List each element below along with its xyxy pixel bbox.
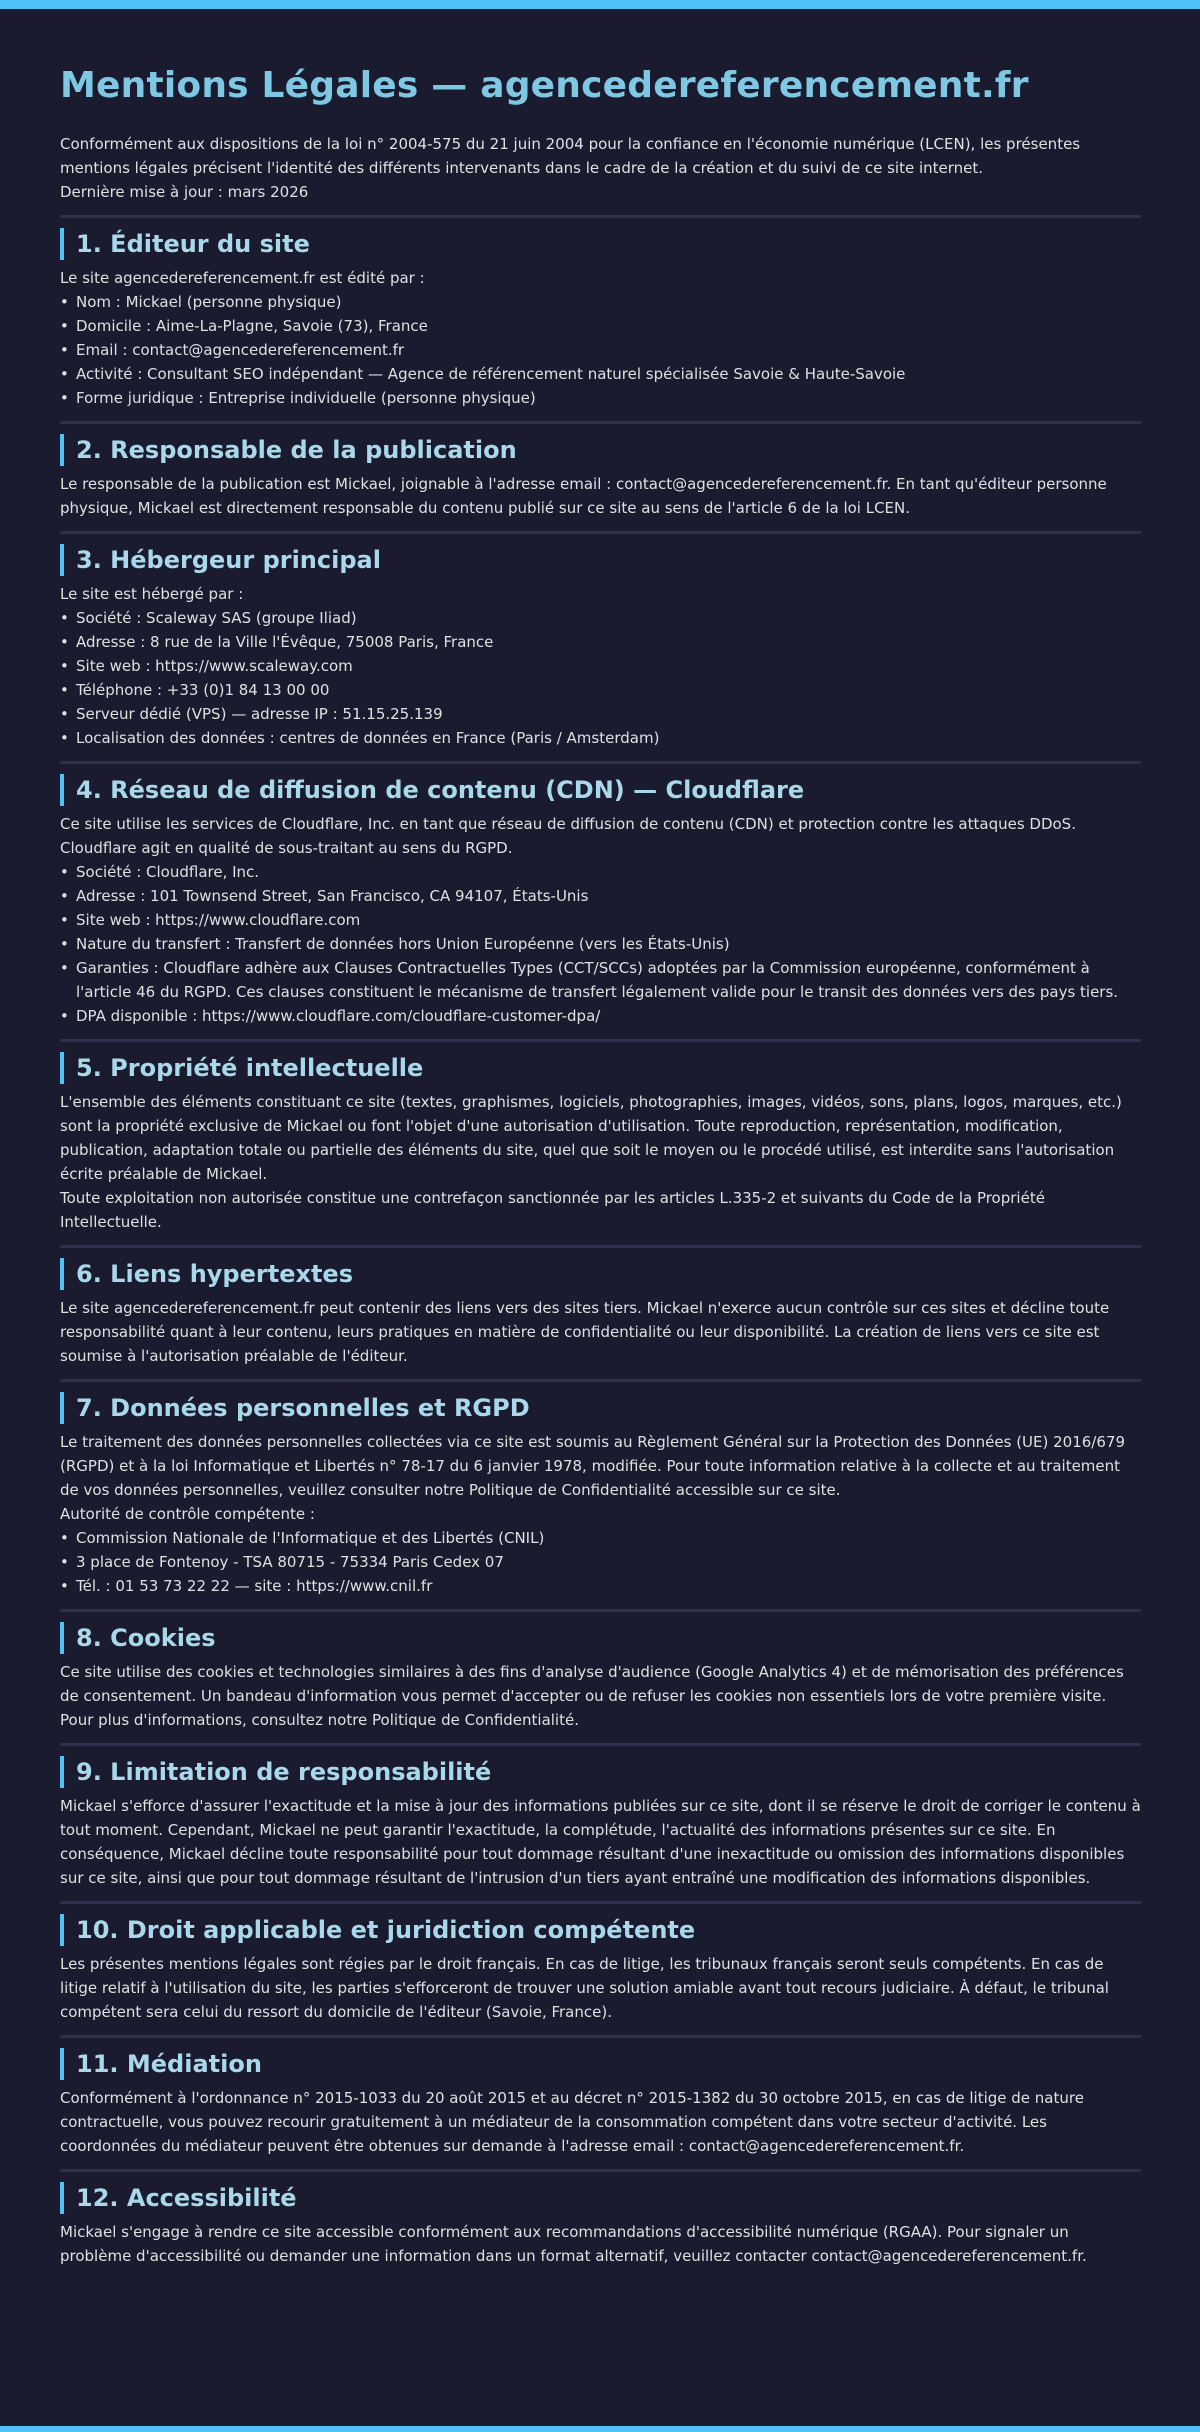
section-paragraph: Mickael s'engage à rendre ce site accessible conformément aux recommandations d'accessibilité numérique (RGAA). Pour signaler un problème d'accessibilité ou demander une information dans un format alternatif, veuillez contacter contact@agencedereferencement.fr. <box>60 2223 1087 2265</box>
section-paragraph: Mickael s'efforce d'assurer l'exactitude et la mise à jour des informations publiées sur ce site, dont il se réserve le droit de corriger le contenu à tout moment. Cependant, Mickael ne peut garantir l'exactitude, la complétude, l'actualité des informations présentes sur ce site. En conséquence, Mickael décline toute responsabilité pour tout dommage résultant d'une inexactitude ou omission des informations disponibles sur ce site, ainsi que pour tout dommage résultant de l'intrusion d'un tiers ayant entraîné une modification des informations disponibles. <box>60 1797 1141 1887</box>
bullet-icon: • <box>60 293 69 311</box>
list-item-text: Domicile : Aime-La-Plagne, Savoie (73), France <box>76 317 428 335</box>
bullet-icon: • <box>60 317 69 335</box>
list-item-text: Site web : https://www.cloudflare.com <box>76 911 361 929</box>
legal-section <box>60 2048 1141 2158</box>
bullet-icon: • <box>60 1553 69 1571</box>
section-divider <box>60 215 1141 218</box>
list-item <box>60 362 1141 386</box>
section-paragraph: Ce site utilise les services de Cloudflare, Inc. en tant que réseau de diffusion de contenu (CDN) et protection contre les attaques DDoS. Cloudflare agit en qualité de sous-traitant au sens du RGPD. <box>60 815 1076 857</box>
bullet-icon: • <box>60 1577 69 1595</box>
intro-paragraph: Conformément aux dispositions de la loi n° 2004-575 du 21 juin 2004 pour la confiance en l'économie numérique (LCEN), les présentes mentions légales précisent l'identité des différents intervenants dans le cadre de la création et du suivi de ce site internet. <box>60 135 1081 177</box>
legal-section <box>60 1052 1141 1234</box>
list-item <box>60 908 1141 932</box>
section-heading: 1. Éditeur du site <box>60 228 1141 260</box>
list-item-text: Site web : https://www.scaleway.com <box>76 657 353 675</box>
section-paragraph: Les présentes mentions légales sont régies par le droit français. En cas de litige, les tribunaux français seront seuls compétents. En cas de litige relatif à l'utilisation du site, les parties s'efforceront de trouver une solution amiable avant tout recours judiciaire. À défaut, le tribunal compétent sera celui du ressort du domicile de l'éditeur (Savoie, France). <box>60 1955 1109 2021</box>
list-item-text: Nature du transfert : Transfert de données hors Union Européenne (vers les États-Unis) <box>76 935 730 953</box>
list-item <box>60 702 1141 726</box>
list-item-text: Commission Nationale de l'Informatique et des Libertés (CNIL) <box>76 1529 545 1547</box>
bullet-icon: • <box>60 911 69 929</box>
section-heading: 5. Propriété intellectuelle <box>60 1052 1141 1084</box>
list-item <box>60 314 1141 338</box>
legal-section <box>60 2182 1141 2268</box>
section-divider <box>60 531 1141 534</box>
bullet-icon: • <box>60 863 69 881</box>
list-item <box>60 678 1141 702</box>
legal-section <box>60 774 1141 1028</box>
section-heading: 3. Hébergeur principal <box>60 544 1141 576</box>
section-heading: 7. Données personnelles et RGPD <box>60 1392 1141 1424</box>
bullet-icon: • <box>60 729 69 747</box>
legal-section <box>60 1622 1141 1732</box>
section-heading: 4. Réseau de diffusion de contenu (CDN) — Cloudflare <box>60 774 1141 806</box>
list-item <box>60 606 1141 630</box>
section-paragraph: L'ensemble des éléments constituant ce site (textes, graphismes, logiciels, photographies, images, vidéos, sons, plans, logos, marques, etc.) sont la propriété exclusive de Mickael ou font l'objet d'une autorisation d'utilisation. Toute reproduction, représentation, modification, publication, adaptation totale ou partielle des éléments du site, quel que soit le moyen ou le procédé utilisé, est interdite sans l'autorisation écrite préalable de Mickael. <box>60 1093 1122 1183</box>
section-paragraph: Le site est hébergé par : <box>60 585 244 603</box>
list-item <box>60 726 1141 750</box>
list-item-text: DPA disponible : https://www.cloudflare.com/cloudflare-customer-dpa/ <box>76 1007 601 1025</box>
section-list <box>60 860 1141 1028</box>
bullet-icon: • <box>60 633 69 651</box>
section-paragraph: Conformément à l'ordonnance n° 2015-1033 du 20 août 2015 et au décret n° 2015-1382 du 30 octobre 2015, en cas de litige de nature contractuelle, vous pouvez recourir gratuitement à un médiateur de la consommation compétent dans votre secteur d'activité. Les coordonnées du médiateur peuvent être obtenues sur demande à l'adresse email : contact@agencedereferencement.fr. <box>60 2089 1084 2155</box>
list-item <box>60 860 1141 884</box>
list-item <box>60 1004 1141 1028</box>
bullet-icon: • <box>60 1529 69 1547</box>
bullet-icon: • <box>60 609 69 627</box>
bullet-icon: • <box>60 705 69 723</box>
section-heading: 9. Limitation de responsabilité <box>60 1756 1141 1788</box>
bullet-icon: • <box>60 935 69 953</box>
legal-section <box>60 1392 1141 1598</box>
section-divider <box>60 2035 1141 2038</box>
bullet-icon: • <box>60 887 69 905</box>
bullet-icon: • <box>60 341 69 359</box>
section-divider <box>60 1245 1141 1248</box>
section-divider <box>60 1609 1141 1612</box>
list-item-text: Forme juridique : Entreprise individuelle (personne physique) <box>76 389 536 407</box>
section-paragraph: Le site agencedereferencement.fr est édité par : <box>60 269 425 287</box>
bullet-icon: • <box>60 365 69 383</box>
section-heading: 10. Droit applicable et juridiction compétente <box>60 1914 1141 1946</box>
legal-section <box>60 434 1141 520</box>
list-item <box>60 630 1141 654</box>
legal-section <box>60 228 1141 410</box>
bullet-icon: • <box>60 657 69 675</box>
legal-section <box>60 1914 1141 2024</box>
section-paragraph: Autorité de contrôle compétente : <box>60 1505 315 1523</box>
list-item <box>60 884 1141 908</box>
list-item-text: Serveur dédié (VPS) — adresse IP : 51.15.25.139 <box>76 705 443 723</box>
legal-section <box>60 544 1141 750</box>
section-heading: 12. Accessibilité <box>60 2182 1141 2214</box>
legal-section <box>60 1258 1141 1368</box>
section-heading: 11. Médiation <box>60 2048 1141 2080</box>
list-item <box>60 956 1141 1004</box>
list-item <box>60 386 1141 410</box>
last-update: Dernière mise à jour : mars 2026 <box>60 183 309 201</box>
section-heading: 2. Responsable de la publication <box>60 434 1141 466</box>
section-divider <box>60 2169 1141 2172</box>
list-item <box>60 1550 1141 1574</box>
list-item-text: Localisation des données : centres de données en France (Paris / Amsterdam) <box>76 729 660 747</box>
list-item <box>60 654 1141 678</box>
section-list <box>60 1526 1141 1598</box>
list-item <box>60 932 1141 956</box>
list-item-text: Société : Scaleway SAS (groupe Iliad) <box>76 609 357 627</box>
list-item-text: Tél. : 01 53 73 22 22 — site : https://www.cnil.fr <box>76 1577 433 1595</box>
section-paragraph: Le responsable de la publication est Mickael, joignable à l'adresse email : contact@agencedereferencement.fr. En tant qu'éditeur personne physique, Mickael est directement responsable du contenu publié sur ce site au sens de l'article 6 de la loi LCEN. <box>60 475 1107 517</box>
section-list <box>60 290 1141 410</box>
list-item-text: Nom : Mickael (personne physique) <box>76 293 342 311</box>
section-divider <box>60 1379 1141 1382</box>
bullet-icon: • <box>60 959 69 977</box>
bottom-accent-bar <box>0 2426 1200 2432</box>
section-heading: 8. Cookies <box>60 1622 1141 1654</box>
page-title: Mentions Légales — agencedereferencement.fr <box>60 65 1029 106</box>
list-item-text: Garanties : Cloudflare adhère aux Clauses Contractuelles Types (CCT/SCCs) adoptées par la Commission européenne, conformément à l'article 46 du RGPD. Ces clauses constituent le mécanisme de transfert légalement valide pour le transit des données vers des pays tiers. <box>76 959 1119 1001</box>
list-item-text: Adresse : 8 rue de la Ville l'Évêque, 75008 Paris, France <box>76 633 494 651</box>
list-item-text: Adresse : 101 Townsend Street, San Francisco, CA 94107, États-Unis <box>76 887 589 905</box>
legal-section <box>60 1756 1141 1890</box>
bullet-icon: • <box>60 1007 69 1025</box>
bullet-icon: • <box>60 681 69 699</box>
list-item <box>60 1526 1141 1550</box>
section-paragraph: Le site agencedereferencement.fr peut contenir des liens vers des sites tiers. Mickael n'exerce aucun contrôle sur ces sites et décline toute responsabilité quant à leur contenu, leurs pratiques en matière de confidentialité ou leur disponibilité. La création de liens vers ce site est soumise à l'autorisation préalable de l'éditeur. <box>60 1299 1110 1365</box>
section-paragraph: Ce site utilise des cookies et technologies similaires à des fins d'analyse d'audience (Google Analytics 4) et de mémorisation des préférences de consentement. Un bandeau d'information vous permet d'accepter ou de refuser les cookies non essentiels lors de votre première visite. Pour plus d'informations, consultez notre Politique de Confidentialité. <box>60 1663 1124 1729</box>
list-item-text: 3 place de Fontenoy - TSA 80715 - 75334 Paris Cedex 07 <box>76 1553 504 1571</box>
section-heading: 6. Liens hypertextes <box>60 1258 1141 1290</box>
list-item-text: Email : contact@agencedereferencement.fr <box>76 341 405 359</box>
section-divider <box>60 421 1141 424</box>
list-item-text: Société : Cloudflare, Inc. <box>76 863 260 881</box>
top-accent-bar <box>0 0 1200 9</box>
section-divider <box>60 1901 1141 1904</box>
section-paragraph: Le traitement des données personnelles collectées via ce site est soumis au Règlement Général sur la Protection des Données (UE) 2016/679 (RGPD) et à la loi Informatique et Libertés n° 78-17 du 6 janvier 1978, modifiée. Pour toute information relative à la collecte et au traitement de vos données personnelles, veuillez consulter notre Politique de Confidentialité accessible sur ce site. <box>60 1433 1125 1499</box>
section-divider <box>60 1039 1141 1042</box>
list-item <box>60 290 1141 314</box>
list-item-text: Téléphone : +33 (0)1 84 13 00 00 <box>76 681 330 699</box>
sections-container <box>60 215 1141 2268</box>
section-divider <box>60 1743 1141 1746</box>
bullet-icon: • <box>60 389 69 407</box>
list-item-text: Activité : Consultant SEO indépendant — Agence de référencement naturel spécialisée Savoie & Haute-Savoie <box>76 365 906 383</box>
section-paragraph: Toute exploitation non autorisée constitue une contrefaçon sanctionnée par les articles L.335-2 et suivants du Code de la Propriété Intellectuelle. <box>60 1189 1045 1231</box>
intro-text <box>60 132 1141 204</box>
list-item <box>60 1574 1141 1598</box>
section-list <box>60 606 1141 750</box>
section-divider <box>60 761 1141 764</box>
list-item <box>60 338 1141 362</box>
